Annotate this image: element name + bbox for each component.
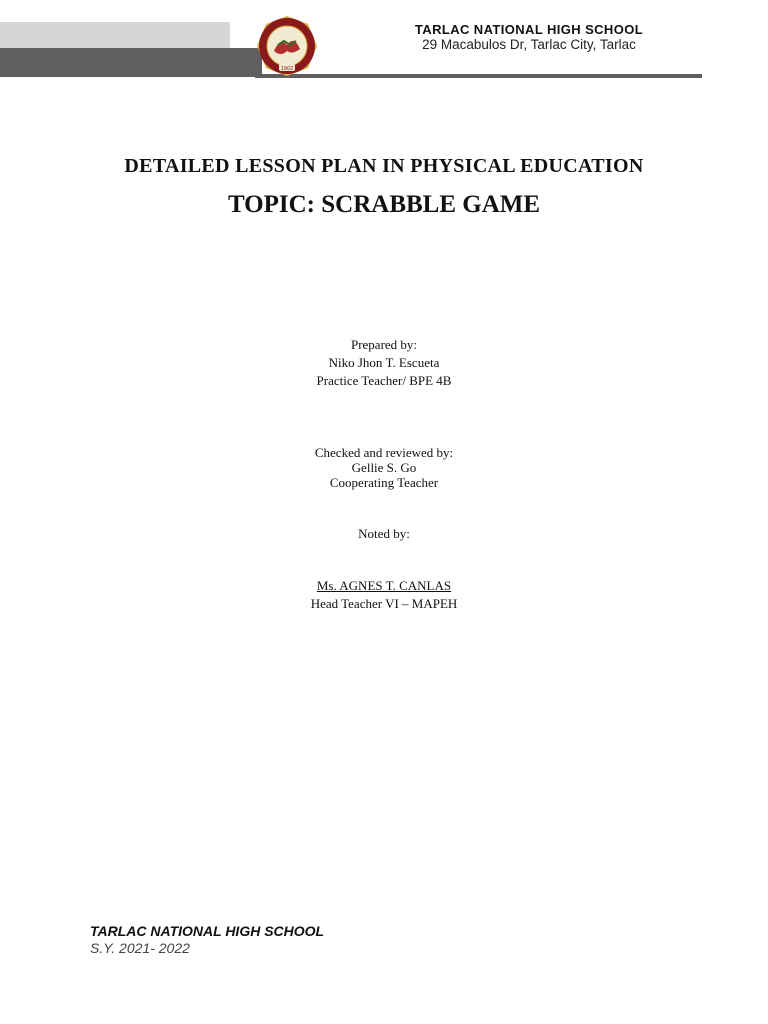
prepared-block [0, 336, 768, 390]
school-name: TARLAC NATIONAL HIGH SCHOOL [414, 22, 644, 37]
checked-name: Gellie S. Go [351, 460, 417, 475]
noted-role: Head Teacher VI – MAPEH [310, 596, 458, 611]
school-seal-logo [256, 15, 318, 77]
footer [90, 923, 324, 957]
noted-block [0, 525, 768, 543]
noted-name: Ms. AGNES T. CANLAS [316, 578, 452, 593]
document-title: DETAILED LESSON PLAN IN PHYSICAL EDUCATION [124, 155, 644, 177]
header-rule [255, 74, 702, 78]
prepared-name: Niko Jhon T. Escueta [328, 355, 440, 370]
school-header [400, 22, 658, 53]
document-topic: TOPIC: SCRABBLE GAME [227, 191, 541, 218]
prepared-role: Practice Teacher/ BPE 4B [316, 373, 452, 388]
prepared-label: Prepared by: [350, 337, 418, 352]
checked-label: Checked and reviewed by: [314, 445, 454, 460]
checked-role: Cooperating Teacher [329, 475, 439, 490]
noted-signatory [0, 577, 768, 613]
footer-school-name: TARLAC NATIONAL HIGH SCHOOL [90, 923, 325, 939]
svg-text:1902: 1902 [280, 66, 294, 72]
checked-block [0, 445, 768, 490]
noted-label: Noted by: [358, 526, 410, 541]
school-address: 29 Macabulos Dr, Tarlac City, Tarlac [422, 37, 636, 52]
footer-school-year: S.Y. 2021- 2022 [90, 940, 190, 956]
